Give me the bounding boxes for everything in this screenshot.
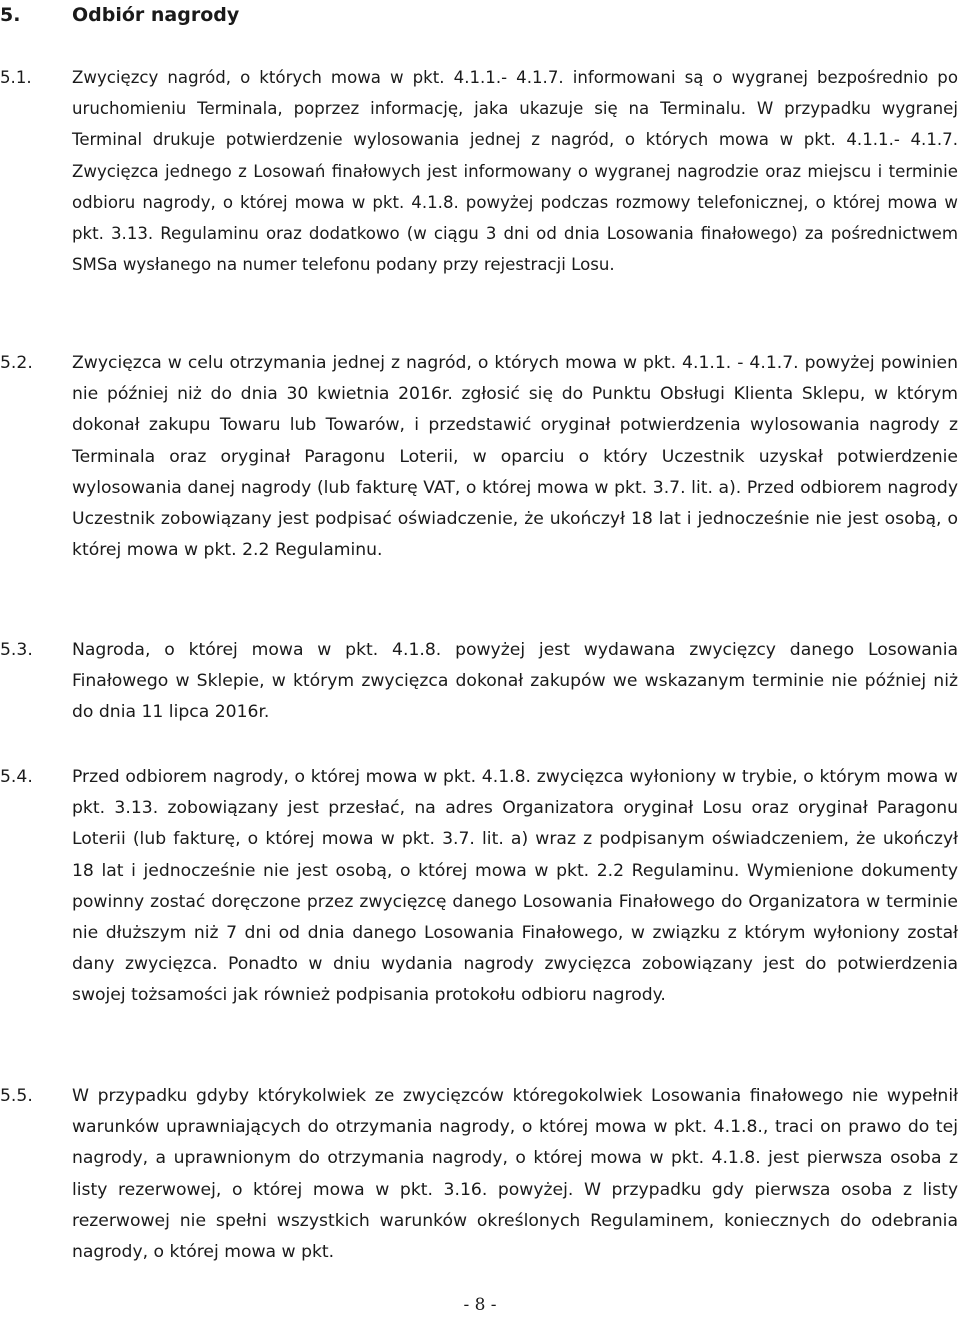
page-number: - 8 - (463, 1295, 497, 1315)
paragraph-number: 5.3. (0, 640, 33, 660)
paragraph-text: Nagroda, o której mowa w pkt. 4.1.8. powyżej jest wydawana zwycięzcy danego Losowania Finałowego w Sklepie, w którym zwycięzca dokonał zakupów we wskazanym terminie nie później niż do dnia 11 lipca 2016r. (72, 640, 958, 723)
paragraph-number: 5.1. (0, 68, 32, 87)
heading-number: 5. (0, 4, 21, 26)
paragraph-text: W przypadku gdyby którykolwiek ze zwycięzców któregokolwiek Losowania finałowego nie wypełnił warunków uprawniających do otrzymania nagrody, o której mowa w pkt. 4.1.8., traci on prawo do tej nagrody, a uprawnionym do otrzymania nagrody, o której mowa w pkt. 4.1.8. jest pierwsza osoba z listy rezerwowej, o której mowa w pkt. 3.16. powyżej. W przypadku gdy pierwsza osoba z listy rezerwowej nie spełni wszystkich warunków określonych Regulaminem, koniecznych do odebrania nagrody, o której mowa w pkt. (72, 1086, 958, 1263)
paragraph-text: Zwycięzca w celu otrzymania jednej z nagród, o których mowa w pkt. 4.1.1. - 4.1.7. powyżej powinien nie później niż do dnia 30 kwietnia 2016r. zgłosić się do Punktu Obsługi Klienta Sklepu, w którym dokonał zakupu Towaru lub Towarów, i przedstawić oryginał potwierdzenia wylosowania nagrody z Terminala oraz oryginał Paragonu Loterii, w oparciu o który Uczestnik uzyskał potwierdzenie wylosowania danej nagrody (lub fakturę VAT, o której mowa w pkt. 3.7. lit. a). Przed odbiorem nagrody Uczestnik zobowiązany jest podpisać oświadczenie, że ukończył 18 lat i jednocześnie nie jest osobą, o której mowa w pkt. 2.2 Regulaminu. (72, 353, 958, 561)
paragraph-number: 5.2. (0, 353, 33, 373)
paragraph-number: 5.4. (0, 767, 33, 787)
paragraph-number: 5.5. (0, 1086, 33, 1106)
paragraph-text: Zwycięzcy nagród, o których mowa w pkt. 4.1.1.- 4.1.7. informowani są o wygranej bezpośrednio po uruchomieniu Terminala, poprzez informację, jaka ukazuje się na Terminalu. W przypadku wygranej Terminal drukuje potwierdzenie wylosowania jednej z nagród, o których mowa w pkt. 4.1.1.- 4.1.7. Zwycięzca jednego z Losowań finałowych jest informowany o wygranej nagrodzie oraz miejscu i terminie odbioru nagrody, o której mowa w pkt. 4.1.8. powyżej podczas rozmowy telefonicznej, o której mowa w pkt. 3.13. Regulaminu oraz dodatkowo (w ciągu 3 dni od dnia Losowania finałowego) za pośrednictwem SMSa wysłanego na numer telefonu podany przy rejestracji Losu. (72, 68, 958, 275)
paragraph-text: Przed odbiorem nagrody, o której mowa w pkt. 4.1.8. zwycięzca wyłoniony w trybie, o którym mowa w pkt. 3.13. zobowiązany jest przesłać, na adres Organizatora oryginał Losu oraz oryginał Paragonu Loterii (lub fakturę, o której mowa w pkt. 3.7. lit. a) wraz z podpisanym oświadczeniem, że ukończył 18 lat i jednocześnie nie jest osobą, o której mowa w pkt. 2.2 Regulaminu. Wymienione dokumenty powinny zostać doręczone przez zwycięzcę danego Losowania Finałowego do Organizatora w terminie nie dłuższym niż 7 dni od dnia danego Losowania Finałowego, w związku z którym wyłoniony został dany zwycięzca. Ponadto w dniu wydania nagrody zwycięzca zobowiązany jest do potwierdzenia swojej tożsamości jak również podpisania protokołu odbioru nagrody. (72, 767, 958, 1006)
heading-title: Odbiór nagrody (72, 4, 240, 26)
